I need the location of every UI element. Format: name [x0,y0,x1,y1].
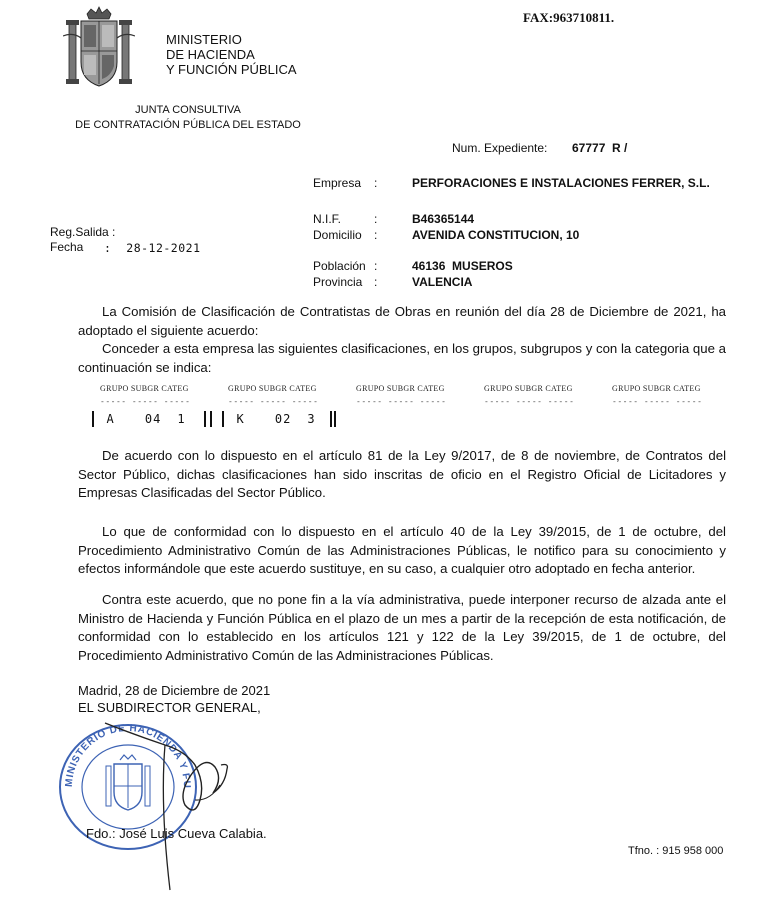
group-header-5: GRUPO SUBGR CATEG [612,384,701,393]
stamp-ring-text: MINISTERIO DE HACIENDA Y FU [63,722,193,789]
subgroup-code: 02 [274,412,292,426]
group-header-1: GRUPO SUBGR CATEG [100,384,189,393]
cell-separator [92,411,94,427]
ministry-line-1: MINISTERIO [166,32,242,47]
group-dashes-4: ----- ----- ----- [484,397,575,406]
group-header-4: GRUPO SUBGR CATEG [484,384,573,393]
group-dashes-3: ----- ----- ----- [356,397,447,406]
nif-value: B46365144 [412,212,475,226]
empresa-label: Empresa [313,176,362,190]
cell-separator [204,411,206,427]
group-dashes-5: ----- ----- ----- [612,397,703,406]
domicilio-value: AVENIDA CONSTITUCION, 10 [412,228,580,242]
group-dashes-2: ----- ----- ----- [228,397,319,406]
empresa-value: PERFORACIONES E INSTALACIONES FERRER, S.L. [412,176,710,190]
poblacion-colon: : [374,259,378,273]
junta-consultiva [64,103,312,133]
place-date: Madrid, 28 de Diciembre de 2021 [78,683,271,698]
category-code: 3 [307,412,316,426]
provincia-value: VALENCIA [412,275,473,289]
group-code: A [106,412,115,426]
expediente-value: 67777 R / [572,141,628,155]
provincia-colon: : [374,275,378,289]
poblacion-label: Población [313,259,366,273]
category-code: 1 [177,412,186,426]
paragraph-acuerdo: La Comisión de Clasificación de Contratistas de Obras en reunión del día 28 de Diciembre de 2021, ha adoptado el siguiente acuerdo: [78,304,726,338]
domicilio-label: Domicilio [313,228,362,242]
ministry-name [166,32,297,77]
cell-separator [330,410,332,428]
domicilio-colon: : [374,228,378,242]
group-dashes-1: ----- ----- ----- [100,397,191,406]
group-code: K [236,412,245,426]
ministry-line-3: Y FUNCIÓN PÚBLICA [166,62,297,77]
junta-line-2: DE CONTRATACIÓN PÚBLICA DEL ESTADO [75,119,301,131]
handwritten-signature-icon [95,705,265,895]
classification-table [100,384,740,434]
nif-label: N.I.F. [313,212,342,226]
paragraph-notificacion: Lo que de conformidad con lo dispuesto en el artículo 40 de la Ley 39/2015, de 1 de octubre, del Procedimiento Administrativo Común de las Administraciones Públicas, le notifico para su conocimiento y efectos informándole que este acuerdo sustituye, en su caso, a cualquier otro adoptado en fecha anterior. [78,524,726,576]
paragraph-ley-contratos: De acuerdo con lo dispuesto en el artículo 81 de la Ley 9/2017, de 8 de noviembre, de Contratos del Sector Público, dichas clasificaciones han sido inscritas de oficio en el Registro Oficial de Licitadores y Empresas Clasificadas del Sector Público. [78,448,726,500]
poblacion-value: 46136 MUSEROS [412,259,513,273]
ministry-line-2: DE HACIENDA [166,47,255,62]
paragraph-clasificaciones: Conceder a esta empresa las siguientes clasificaciones, en los grupos, subgrupos y con la categoria que a continuación se indica: [78,341,726,375]
empresa-colon: : [374,176,378,190]
reg-salida-label: Reg.Salida : [50,225,116,239]
signer-title: EL SUBDIRECTOR GENERAL, [78,700,261,715]
subgroup-code: 04 [144,412,162,426]
cell-separator [334,411,336,427]
provincia-label: Provincia [313,275,363,289]
group-entry-2 [222,410,336,428]
group-header-3: GRUPO SUBGR CATEG [356,384,445,393]
cell-separator [210,410,212,428]
phone-number: Tfno. : 915 958 000 [628,845,724,857]
junta-line-1: JUNTA CONSULTIVA [135,104,241,116]
fax-number: FAX:963710811. [523,10,615,25]
group-entry-1 [92,410,206,428]
paragraph-recurso: Contra este acuerdo, que no pone fin a la vía administrativa, puede interponer recurso de alzada ante el Ministro de Hacienda y Función Pública en el plazo de un mes a partir de la recepción de esta notificación, de conformidad con lo establecido en los artículos 121 y 122 de la Ley 39/2015, de 1 de octubre, del Procedimiento Administrativo Común de las Administraciones Públicas. [78,592,726,663]
coat-of-arms-icon [63,6,135,92]
expediente-label: Num. Expediente: [452,141,548,155]
fecha-label: Fecha [50,240,84,254]
cell-separator [222,411,224,427]
group-header-2: GRUPO SUBGR CATEG [228,384,317,393]
signer-name: Fdo.: José Luis Cueva Calabia. [86,826,267,841]
nif-colon: : [374,212,378,226]
fecha-value: : 28-12-2021 [104,241,201,255]
